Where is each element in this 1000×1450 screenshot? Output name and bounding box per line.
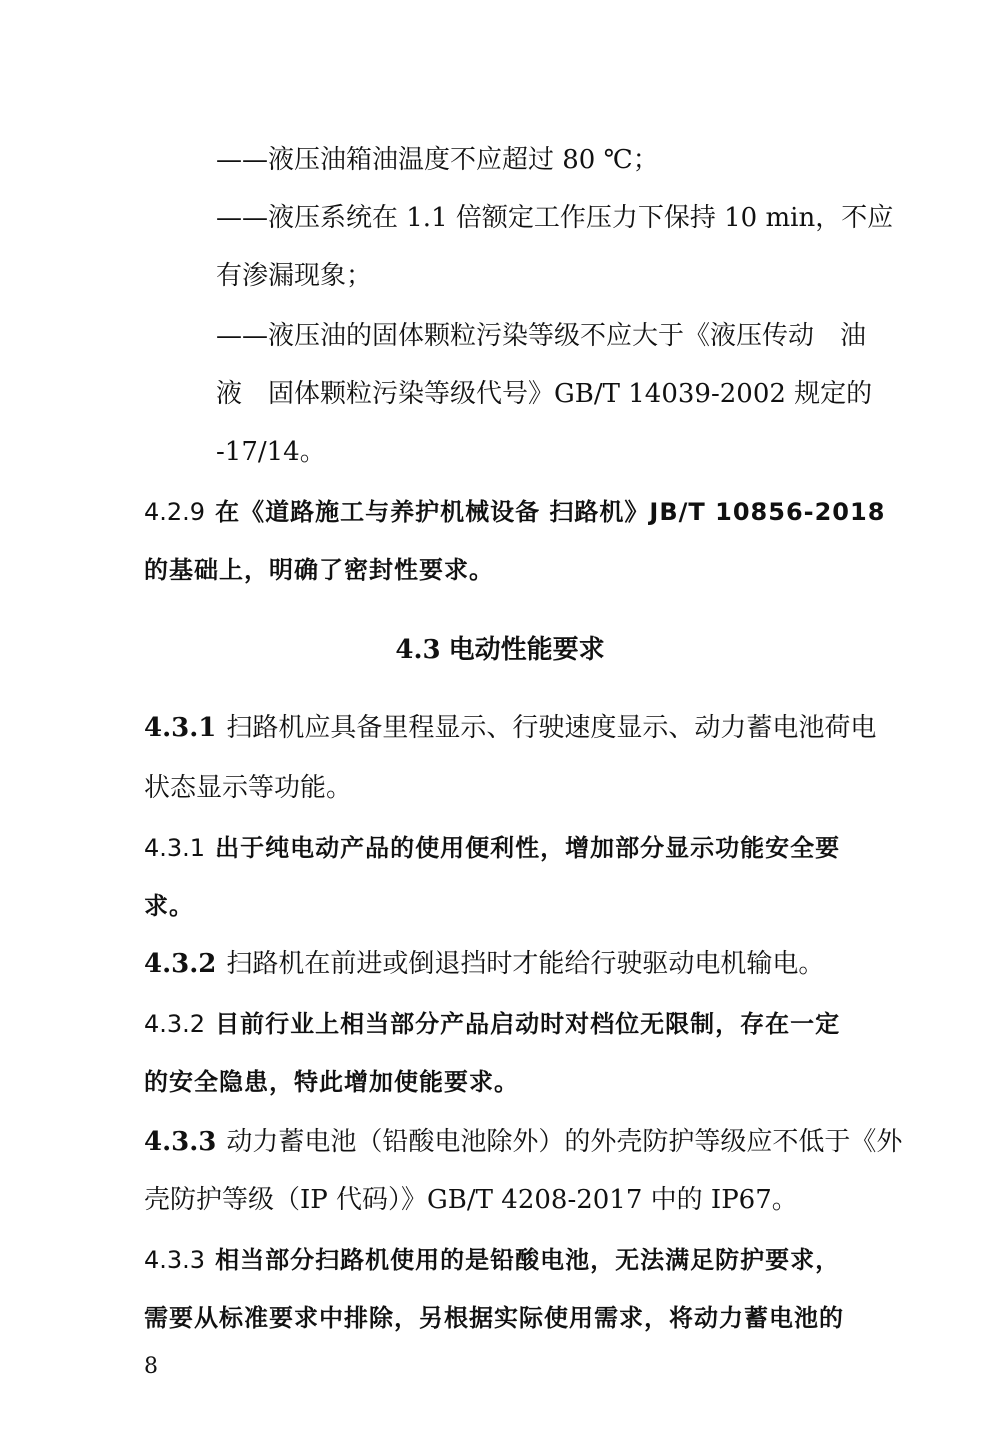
note-number: 4.3.3 bbox=[144, 1246, 206, 1274]
note-text: 在《道路施工与养护机械设备 扫路机》JB/T 10856-2018 bbox=[215, 498, 886, 526]
clause-text: 扫路机应具备里程显示、行驶速度显示、动力蓄电池荷电 bbox=[226, 713, 877, 743]
note-4-3-2-line2: 的安全隐患，特此增加使能要求。 bbox=[144, 1068, 519, 1096]
note-number: 4.2.9 bbox=[144, 498, 206, 526]
list-item-pressure-test: ——液压系统在 1.1 倍额定工作压力下保持 10 min，不应 bbox=[216, 203, 894, 233]
list-item-contamination: ——液压油的固体颗粒污染等级不应大于《液压传动 油 bbox=[216, 321, 867, 351]
clause-4-3-3-line1 bbox=[144, 1124, 903, 1160]
note-text: 相当部分扫路机使用的是铅酸电池，无法满足防护要求， bbox=[215, 1246, 841, 1274]
note-number: 4.3.2 bbox=[144, 1010, 206, 1038]
note-text: 出于纯电动产品的使用便利性，增加部分显示功能安全要 bbox=[215, 834, 841, 862]
clause-number: 4.3.1 bbox=[144, 713, 217, 743]
list-item-oil-temperature: ——液压油箱油温度不应超过 80 ℃； bbox=[216, 145, 659, 175]
clause-text: 动力蓄电池（铅酸电池除外）的外壳防护等级应不低于《外 bbox=[226, 1127, 903, 1157]
clause-number: 4.3.2 bbox=[144, 949, 217, 979]
note-4-2-9-line2: 的基础上，明确了密封性要求。 bbox=[144, 556, 494, 584]
section-number: 4.3 bbox=[395, 635, 441, 665]
list-item-contamination-end: -17/14。 bbox=[216, 437, 326, 467]
note-text: 目前行业上相当部分产品启动时对档位无限制，存在一定 bbox=[215, 1010, 841, 1038]
note-4-3-1-line1 bbox=[144, 830, 872, 866]
note-4-3-3-line1 bbox=[144, 1242, 872, 1278]
note-4-2-9-line1 bbox=[144, 494, 886, 530]
clause-number: 4.3.3 bbox=[144, 1127, 217, 1157]
clause-4-3-2-line1 bbox=[144, 946, 872, 982]
clause-4-3-1-line1 bbox=[144, 710, 877, 746]
note-4-3-3-line2: 需要从标准要求中排除，另根据实际使用需求，将动力蓄电池的 bbox=[144, 1304, 844, 1332]
clause-4-3-3-line2: 壳防护等级（IP 代码）》GB/T 4208-2017 中的 IP67。 bbox=[144, 1185, 798, 1215]
list-item-pressure-test-cont: 有渗漏现象； bbox=[216, 261, 373, 291]
list-item-contamination-cont: 液 固体颗粒污染等级代号》GB/T 14039-2002 规定的 bbox=[216, 379, 873, 409]
section-title: 电动性能要求 bbox=[448, 635, 605, 665]
note-4-3-1-line2: 求。 bbox=[144, 892, 194, 920]
clause-text: 扫路机在前进或倒退挡时才能给行驶驱动电机输电。 bbox=[226, 949, 825, 979]
note-4-3-2-line1 bbox=[144, 1006, 872, 1042]
note-number: 4.3.1 bbox=[144, 834, 206, 862]
section-heading-4-3 bbox=[0, 632, 1000, 668]
clause-4-3-1-line2: 状态显示等功能。 bbox=[144, 773, 353, 803]
page-number: 8 bbox=[144, 1354, 158, 1379]
